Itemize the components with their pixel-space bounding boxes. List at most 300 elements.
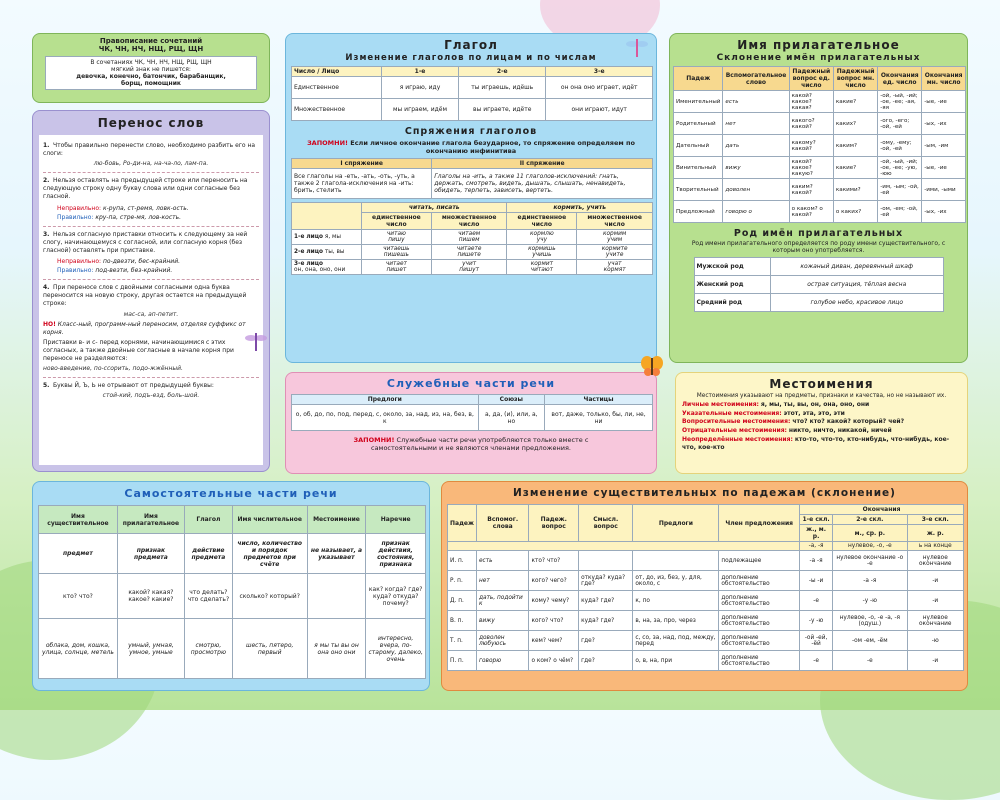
number-cell: Единственное bbox=[292, 77, 382, 99]
rule-1-text: Чтобы правильно перенести слово, необходимо разбить его на слоги: bbox=[43, 142, 256, 158]
table-row bbox=[39, 619, 426, 679]
question-cell: кем? чем? bbox=[529, 631, 579, 651]
rule-2-text: Нельзя оставлять на предыдущей строке или переносить на следующую строку одну букву слова или одни согласные без гласной. bbox=[43, 177, 248, 201]
rule-4-prefix: Приставки в- и с- перед корнями, начинающимися с этих согласных, а также двойные согласные в начале корня при переносе не разделяются: bbox=[43, 338, 234, 362]
numeral-header: Имя числительное bbox=[232, 506, 307, 534]
question-cell: какие? bbox=[833, 157, 877, 179]
verb-form: пишете bbox=[457, 252, 481, 258]
service-table bbox=[291, 394, 653, 431]
ending-sub: нулевое, -о, -е bbox=[833, 542, 907, 551]
prepositions-header: Предлоги bbox=[292, 395, 479, 405]
endings-sg-header: Окончания ед. число bbox=[878, 67, 922, 91]
meaning-cell: число, количество и порядок предметов при счёте bbox=[232, 534, 307, 574]
table-row bbox=[292, 245, 653, 260]
ending-cell: нулевое, -о, -е -а, -я (одуш.) bbox=[833, 611, 907, 631]
conjugation-1-text: Все глаголы на -еть, -ать, -оть, -уть, а также 2 глагола-исключения на -ить: брить, стелить bbox=[292, 169, 432, 199]
question-cell: сколько? который? bbox=[232, 574, 307, 619]
question-cell: какими? bbox=[833, 179, 877, 201]
endings-pl-header: Окончания мн. число bbox=[922, 67, 966, 91]
case-cell: Д. п. bbox=[448, 591, 477, 611]
table-row bbox=[448, 571, 964, 591]
gender-rule: Род имени прилагательного определяется по роду имени существительного, с которым оно употребляется. bbox=[691, 240, 946, 254]
list-item bbox=[682, 427, 961, 436]
pronoun-category: Личные местоимения: bbox=[682, 401, 759, 408]
rule-1: 1. Чтобы правильно перенести слово, необходимо разбить его на слоги: лю-бовь, Ро-ди-на, на-ча-ло, лам-па. bbox=[43, 142, 259, 168]
question-cell: какой? какое? какую? bbox=[789, 157, 833, 179]
ending-cell: нулевое окончание -о -е bbox=[833, 551, 907, 571]
table-row bbox=[448, 591, 964, 611]
ending-cell: -ых, -их bbox=[922, 201, 966, 223]
independent-title: Самостоятельные части речи bbox=[124, 487, 338, 500]
verb-form: учишь bbox=[532, 252, 552, 258]
verb-form: кормит bbox=[530, 261, 553, 267]
remember-label: ЗАПОМНИ! bbox=[353, 436, 395, 444]
ending-cell: нулевое окончание bbox=[907, 551, 963, 571]
meaning-cell: предмет bbox=[39, 534, 118, 574]
spelling-title-2: ЧК, ЧН, НЧ, НЩ, РЩ, ЩН bbox=[98, 45, 204, 53]
spelling-panel bbox=[32, 33, 270, 103]
verb-panel bbox=[285, 33, 657, 363]
person-label: 3-е лицо bbox=[294, 261, 323, 267]
ending-cell: -ой, -ый, -ий; -ое, -ее; -ая, -яя bbox=[878, 91, 922, 113]
gender-3: ж. р. bbox=[907, 525, 963, 542]
noun-declension-panel bbox=[441, 481, 968, 691]
verb-form: читаете bbox=[456, 246, 482, 252]
aux-cell: дать bbox=[723, 135, 789, 157]
table-row bbox=[39, 574, 426, 619]
noun-header: Имя существительное bbox=[39, 506, 118, 534]
question-cell: кто? что? bbox=[529, 551, 579, 571]
conjugation-rule: Если личное окончание глагола безударное, то спряжение определяем по окончанию инфинитива bbox=[350, 139, 635, 155]
ending-cell: -ом -ем, -ём bbox=[833, 631, 907, 651]
ending-cell: -ой -ей, -ёй bbox=[800, 631, 833, 651]
gender-title: Род имён прилагательных bbox=[733, 228, 904, 239]
wrong-label: Неправильно: bbox=[57, 258, 102, 266]
question-pl-header: Падежный вопрос мн. число bbox=[833, 67, 877, 91]
question-cell: откуда? куда? где? bbox=[579, 571, 633, 591]
case-header: Падеж bbox=[674, 67, 723, 91]
number-cell: Множественное bbox=[292, 99, 382, 121]
verb-form: кормите bbox=[601, 246, 628, 252]
singular-header: единственное число bbox=[507, 213, 577, 230]
person-header: Лицо bbox=[321, 68, 340, 75]
pronoun-examples: я, мы, ты, вы, он, она, оно, они bbox=[760, 401, 870, 408]
gender-example: кожаный диван, деревянный шкаф bbox=[771, 258, 944, 276]
verb-form: учу bbox=[536, 237, 548, 243]
table-row bbox=[292, 260, 653, 275]
ending-cell: -у -ю bbox=[833, 591, 907, 611]
plural-header: множественное число bbox=[431, 213, 507, 230]
meaning-cell: признак действия, состояния, признака bbox=[366, 534, 426, 574]
prepositions-cell: от, до, из, без, у, для, около, с bbox=[633, 571, 719, 591]
conj-1-verbs: читать, писать bbox=[362, 203, 507, 213]
singular-header: единственное число bbox=[362, 213, 432, 230]
endings-header: Окончания bbox=[800, 505, 964, 515]
verb-form: читаем bbox=[458, 231, 481, 237]
case-cell: Именительный bbox=[674, 91, 723, 113]
ending-cell: -е bbox=[800, 591, 833, 611]
verb-form: пишешь bbox=[383, 252, 409, 258]
aux-cell: вижу bbox=[476, 611, 529, 631]
person-label: 1-е лицо bbox=[294, 234, 323, 240]
rule-3-text: Нельзя согласную приставки относить к следующему за ней слогу, начинающемуся с согласной, или согласную корня (без гласной) оставлять при приставке. bbox=[43, 230, 248, 254]
member-cell: подлежащее bbox=[719, 551, 800, 571]
case-cell: Предложный bbox=[674, 201, 723, 223]
ending-cell: -ом, -ем; -ой, -ей bbox=[878, 201, 922, 223]
spelling-rule-2: мягкий знак не пишется: bbox=[111, 66, 191, 73]
gender-table bbox=[694, 257, 944, 312]
ending-cell: -ы -и bbox=[800, 571, 833, 591]
rule-3-wrong: по-двезти, бес-крайний. bbox=[102, 258, 180, 266]
example-cell: шесть, пятеро, первый bbox=[232, 619, 307, 679]
case-cell: Т. п. bbox=[448, 631, 477, 651]
verb-form: кормишь bbox=[528, 246, 556, 252]
verb-cell: ты играешь, идёшь bbox=[459, 77, 546, 99]
pronoun-panel bbox=[675, 372, 968, 474]
question-cell: о ком? о чём? bbox=[529, 651, 579, 671]
conjugation-table bbox=[291, 158, 653, 199]
prepositions-cell: о, в, на, при bbox=[633, 651, 719, 671]
table-row bbox=[674, 135, 966, 157]
verb-cell: мы играем, идём bbox=[382, 99, 459, 121]
question-cell: какой? какая? какое? какие? bbox=[117, 574, 184, 619]
case-cell: Дательный bbox=[674, 135, 723, 157]
ending-cell: нулевое окончание bbox=[907, 611, 963, 631]
example-cell: облака, дом, кошка, улица, солнце, метель bbox=[39, 619, 118, 679]
meaning-cell: не называет, а указывает bbox=[307, 534, 366, 574]
sense-question-header: Смысл. вопрос bbox=[579, 505, 633, 542]
member-cell: дополнение обстоятельство bbox=[719, 571, 800, 591]
pronoun-category: Вопросительные местоимения: bbox=[682, 418, 791, 426]
declension-2: 2-е скл. bbox=[833, 515, 907, 525]
sentence-member-header: Член предложения bbox=[719, 505, 800, 542]
verb-person-table: Число / Лицо 1-е 2-е 3-е Единственное я играю, иду ты играешь, идёшь он она оно играет, идёт Множественное мы играем, идём вы играете, идёте они играют, идут bbox=[291, 66, 653, 121]
case-cell: В. п. bbox=[448, 611, 477, 631]
noun-title: Изменение существительных по падежам (склонение) bbox=[513, 487, 896, 499]
table-row bbox=[674, 91, 966, 113]
ending-cell: -ого, -его; -ой, -ей bbox=[878, 113, 922, 135]
table-row bbox=[448, 631, 964, 651]
table-row bbox=[39, 534, 426, 574]
question-cell bbox=[307, 574, 366, 619]
prepositions-list: о, об, до, по, под, перед, с, около, за, над, из, на, без, в, к bbox=[292, 405, 479, 431]
gender-label: Женский род bbox=[694, 276, 771, 294]
ending-cell: -а -я bbox=[800, 551, 833, 571]
independent-table bbox=[38, 505, 426, 679]
question-cell: какого? какой? bbox=[789, 113, 833, 135]
verb-cell: они играют, идут bbox=[546, 99, 653, 121]
example-cell: смотрю, просмотрю bbox=[184, 619, 232, 679]
verb-title: Глагол bbox=[444, 38, 498, 52]
list-item bbox=[682, 401, 961, 410]
aux-cell: нет bbox=[723, 113, 789, 135]
rule-4-text: При переносе слов с двойными согласными одна буква переносится на новую строку, другая остается на предыдущей строке: bbox=[43, 284, 247, 308]
question-cell: кого? чего? bbox=[529, 571, 579, 591]
right-label: Правильно: bbox=[57, 267, 94, 275]
spelling-example-2: борщ, помощник bbox=[121, 80, 181, 87]
conjugation-2-header: II спряжение bbox=[432, 159, 653, 169]
no-label: НО! bbox=[43, 320, 56, 328]
conjugation-examples-table bbox=[291, 202, 653, 275]
conjunctions-header: Союзы bbox=[478, 395, 545, 405]
verb-form: учит bbox=[462, 261, 477, 267]
question-cell: каким? какой? bbox=[789, 179, 833, 201]
question-cell: какому? какой? bbox=[789, 135, 833, 157]
ending-cell: -ым, -им bbox=[922, 135, 966, 157]
verb-cell: я играю, иду bbox=[382, 77, 459, 99]
verb-cell: он она оно играет, идёт bbox=[546, 77, 653, 99]
aux-cell: доволен любуюсь bbox=[476, 631, 529, 651]
adjective-panel bbox=[669, 33, 968, 363]
question-cell: куда? где? bbox=[579, 591, 633, 611]
spelling-example-1: девочка, конечно, батончик, барабанщик, bbox=[76, 73, 226, 80]
rule-4-note: Класс-ный, программ-ный переносим, отделяя суффикс от корня. bbox=[43, 320, 246, 336]
hyphenation-panel bbox=[32, 110, 270, 472]
aux-cell: есть bbox=[723, 91, 789, 113]
list-item bbox=[682, 436, 961, 453]
question-cell: где? bbox=[579, 631, 633, 651]
person-3: 3-е bbox=[546, 67, 653, 77]
pronoun-examples: кто-то, что-то, кто-нибудь, что-нибудь, кое-что, кое-кто bbox=[682, 435, 950, 452]
rule-5-text: Буквы Й, Ъ, Ь не отрывают от предыдущей буквы: bbox=[53, 382, 214, 390]
member-cell: дополнение обстоятельство bbox=[719, 651, 800, 671]
table-row bbox=[292, 230, 653, 245]
rule-2: 2. Нельзя оставлять на предыдущей строке или переносить на следующую строку одну букву слова или одни согласные без гласной. Неправильно: к-рупа, ст-ремя, ловк-ость. Правильно: кру-па, стре-мя, лов-кость. bbox=[43, 177, 248, 221]
pronoun-title: Местоимения bbox=[769, 377, 874, 391]
table-row bbox=[674, 179, 966, 201]
ending-cell: -им, -ым; -ой, -ей bbox=[878, 179, 922, 201]
hyphenation-title: Перенос слов bbox=[97, 116, 205, 130]
adjective-title: Имя прилагательное bbox=[737, 38, 900, 52]
aux-words-header: Вспомог. слова bbox=[476, 505, 529, 542]
right-label: Правильно: bbox=[57, 213, 94, 221]
dragonfly-icon bbox=[626, 36, 648, 58]
pronouns: я, мы bbox=[324, 234, 341, 240]
question-cell: что делать? что сделать? bbox=[184, 574, 232, 619]
conjunctions-list: а, да, (и), или, а, но bbox=[478, 405, 545, 431]
rule-4-prefix-example: ново-введение, по-ссорить, подо-жжённый. bbox=[43, 365, 183, 373]
table-row bbox=[674, 113, 966, 135]
aux-word-header: Вспомогательное слово bbox=[723, 67, 789, 91]
question-cell: какой? какое? какая? bbox=[789, 91, 833, 113]
noun-table bbox=[447, 504, 964, 671]
example-cell: я мы ты вы он она оно они bbox=[307, 619, 366, 679]
ending-cell: -ими, -ыми bbox=[922, 179, 966, 201]
spelling-title-1: Правописание сочетаний bbox=[99, 37, 203, 45]
question-cell: какие? bbox=[833, 91, 877, 113]
pronoun-category: Отрицательные местоимения: bbox=[682, 427, 787, 435]
table-row bbox=[448, 551, 964, 571]
remember-label: ЗАПОМНИ! bbox=[307, 139, 348, 147]
particles-list: вот, даже, только, бы, ли, не, ни bbox=[545, 405, 653, 431]
verb-form: читает bbox=[385, 261, 407, 267]
ending-sub: ь на конце bbox=[907, 542, 963, 551]
pronoun-examples: этот, эта, это, эти bbox=[783, 409, 845, 417]
gender-label: Средний род bbox=[694, 294, 771, 312]
verb-form: учат bbox=[607, 261, 622, 267]
wrong-label: Неправильно: bbox=[57, 204, 102, 212]
ending-cell: -и bbox=[907, 571, 963, 591]
declension-3: 3-е скл. bbox=[907, 515, 963, 525]
aux-cell: дать, подойти к bbox=[476, 591, 529, 611]
aux-cell: вижу bbox=[723, 157, 789, 179]
aux-cell: говорю bbox=[476, 651, 529, 671]
table-row bbox=[694, 276, 943, 294]
member-cell: дополнение обстоятельство bbox=[719, 591, 800, 611]
prepositions-header: Предлоги bbox=[633, 505, 719, 542]
list-item bbox=[682, 410, 961, 419]
member-cell: дополнение обстоятельство bbox=[719, 611, 800, 631]
rule-2-wrong: к-рупа, ст-ремя, ловк-ость. bbox=[102, 204, 189, 212]
question-cell: кому? чему? bbox=[529, 591, 579, 611]
ending-cell: -е bbox=[800, 651, 833, 671]
rule-3-right: под-везти, без-крайний. bbox=[95, 267, 173, 275]
verb-header: Глагол bbox=[184, 506, 232, 534]
example-cell: умный, умная, умное, умные bbox=[117, 619, 184, 679]
prepositions-cell: к, по bbox=[633, 591, 719, 611]
case-cell: Творительный bbox=[674, 179, 723, 201]
verb-form: пишет bbox=[386, 267, 407, 273]
aux-cell: нет bbox=[476, 571, 529, 591]
pronouns: он, она, оно, они bbox=[294, 267, 346, 273]
ending-cell: -ю bbox=[907, 631, 963, 651]
verb-subtitle: Изменение глаголов по лицам и по числам bbox=[345, 53, 597, 63]
gender-example: голубое небо, красивое лицо bbox=[771, 294, 944, 312]
case-cell: Винительный bbox=[674, 157, 723, 179]
case-cell: Р. п. bbox=[448, 571, 477, 591]
declension-1: 1-е скл. bbox=[800, 515, 833, 525]
aux-cell: доволен bbox=[723, 179, 789, 201]
service-parts-panel bbox=[285, 372, 657, 474]
ending-cell: -ых, -их bbox=[922, 113, 966, 135]
gender-2: м., ср. р. bbox=[833, 525, 907, 542]
verb-form: читаю bbox=[386, 231, 406, 237]
question-cell: как? когда? где? куда? откуда? почему? bbox=[366, 574, 426, 619]
verb-form: пишут bbox=[459, 267, 479, 273]
person-2: 2-е bbox=[459, 67, 546, 77]
question-cell: каким? bbox=[833, 135, 877, 157]
ending-cell: -и bbox=[907, 591, 963, 611]
question-cell: куда? где? bbox=[579, 611, 633, 631]
ending-cell: -ые, -ие bbox=[922, 91, 966, 113]
person-label: 2-е лицо bbox=[294, 249, 323, 255]
table-row bbox=[694, 258, 943, 276]
service-rule: Служебные части речи употребляются только вместе с самостоятельными и не являются членами предложения. bbox=[371, 436, 589, 452]
conjugation-1-header: I спряжение bbox=[292, 159, 432, 169]
case-question-header: Падеж. вопрос bbox=[529, 505, 579, 542]
question-cell bbox=[579, 551, 633, 571]
gender-label: Мужской род bbox=[694, 258, 771, 276]
gender-example: острая ситуация, тёплая весна bbox=[771, 276, 944, 294]
case-header: Падеж bbox=[448, 505, 477, 542]
verb-form: кормлю bbox=[530, 231, 554, 237]
number-header: Число bbox=[294, 68, 316, 75]
rule-4-example: мас-са, ап-петит. bbox=[123, 310, 179, 318]
question-cell: кого? что? bbox=[529, 611, 579, 631]
rule-3: 3. Нельзя согласную приставки относить к следующему за ней слогу, начинающемуся с согласной, или согласную корня (без гласной) оставлять при приставке. Неправильно: по-двезти, бес-крайний. Правильно: под-везти, без-крайний. bbox=[43, 230, 248, 275]
ending-cell: -ые, -ие bbox=[922, 157, 966, 179]
case-cell: П. п. bbox=[448, 651, 477, 671]
question-cell: где? bbox=[579, 651, 633, 671]
verb-form: читаешь bbox=[383, 246, 410, 252]
table-row bbox=[292, 77, 653, 99]
ending-cell: -ой, -ый, -ий; -ое, -ее; -ую, -юю bbox=[878, 157, 922, 179]
table-row bbox=[674, 157, 966, 179]
ending-cell: -и bbox=[907, 651, 963, 671]
particles-header: Частицы bbox=[545, 395, 653, 405]
pronoun-category: Указательные местоимения: bbox=[682, 409, 782, 417]
conjugation-title: Спряжения глаголов bbox=[404, 126, 538, 137]
pronouns: ты, вы bbox=[324, 249, 345, 255]
verb-form: учите bbox=[605, 252, 624, 258]
spelling-rule-1: В сочетаниях ЧК, ЧН, НЧ, НЩ, РЩ, ЩН bbox=[90, 59, 212, 66]
service-title: Служебные части речи bbox=[386, 377, 556, 390]
table-row bbox=[292, 99, 653, 121]
verb-form: читают bbox=[530, 267, 554, 273]
case-cell: Родительный bbox=[674, 113, 723, 135]
adjective-case-table bbox=[673, 66, 966, 223]
member-cell: дополнение обстоятельство bbox=[719, 631, 800, 651]
table-row bbox=[674, 201, 966, 223]
gender-1: ж., м. р. bbox=[800, 525, 833, 542]
verb-form: пишем bbox=[458, 237, 480, 243]
person-1: 1-е bbox=[382, 67, 459, 77]
verb-form: учим bbox=[607, 237, 623, 243]
butterfly-icon bbox=[640, 355, 664, 377]
adjective-subtitle: Склонение имён прилагательных bbox=[716, 53, 921, 63]
ending-cell: -ому, -ему; -ой, -ей bbox=[878, 135, 922, 157]
conj-2-verbs: кормить, учить bbox=[507, 203, 653, 213]
pronoun-intro: Местоимения указывают на предметы, признаки и качества, но не называют их. bbox=[696, 393, 947, 399]
rule-1-example: лю-бовь, Ро-ди-на, на-ча-ло, лам-па. bbox=[93, 160, 209, 168]
rule-4: 4. При переносе слов с двойными согласными одна буква переносится на новую строку, другая остается на предыдущей строке: мас-са, ап-петит. НО! Класс-ный, программ-ный переносим, отделяя суффикс от корня. Приставки в- и с- перед корнями, начинающимися с этих согласных, а также двойные согласные в начале корня при переносе не разделяются: ново-введение, по-ссорить, подо-жжённый. bbox=[43, 284, 259, 373]
pronoun-examples: никто, ничто, никакой, ничей bbox=[788, 427, 892, 435]
question-cell: каких? bbox=[833, 113, 877, 135]
pronoun-examples: что? кто? какой? который? чей? bbox=[792, 418, 905, 426]
adjective-header: Имя прилагательное bbox=[117, 506, 184, 534]
adverb-header: Наречие bbox=[366, 506, 426, 534]
table-row bbox=[448, 611, 964, 631]
question-cell: о каком? о какой? bbox=[789, 201, 833, 223]
prepositions-cell bbox=[633, 551, 719, 571]
list-item bbox=[682, 418, 961, 427]
ending-cell: -у -ю bbox=[800, 611, 833, 631]
verb-cell: вы играете, идёте bbox=[459, 99, 546, 121]
aux-cell: есть bbox=[476, 551, 529, 571]
ending-sub: -а, -я bbox=[800, 542, 833, 551]
table-row bbox=[448, 651, 964, 671]
question-cell: кто? что? bbox=[39, 574, 118, 619]
conjugation-2-text: Глаголы на -ить, а также 11 глаголов-исключений: гнать, держать, смотреть, видеть, дышать, слышать, ненавидеть, обидеть, терпеть, зависеть, вертеть. bbox=[432, 169, 653, 199]
prepositions-cell: в, на, за, про, через bbox=[633, 611, 719, 631]
pronoun-category: Неопределённые местоимения: bbox=[682, 435, 793, 443]
question-cell: о каких? bbox=[833, 201, 877, 223]
rule-5-example: стой-кий, подъ-езд, боль-шой. bbox=[102, 392, 200, 400]
ending-cell: -е bbox=[833, 651, 907, 671]
plural-header: множественное число bbox=[577, 213, 653, 230]
prepositions-cell: с, со, за, над, под, между, перед bbox=[633, 631, 719, 651]
independent-parts-panel bbox=[32, 481, 430, 691]
rule-5: 5. Буквы Й, Ъ, Ь не отрывают от предыдущей буквы: стой-кий, подъ-езд, боль-шой. bbox=[43, 382, 259, 400]
pronoun-header: Местоимение bbox=[307, 506, 366, 534]
example-cell: интересно, вчера, по-старому, далеко, очень bbox=[366, 619, 426, 679]
table-row bbox=[694, 294, 943, 312]
case-cell: И. п. bbox=[448, 551, 477, 571]
verb-form: кормят bbox=[603, 267, 626, 273]
meaning-cell: действие предмета bbox=[184, 534, 232, 574]
verb-form: кормим bbox=[603, 231, 627, 237]
dragonfly-icon bbox=[245, 330, 267, 352]
